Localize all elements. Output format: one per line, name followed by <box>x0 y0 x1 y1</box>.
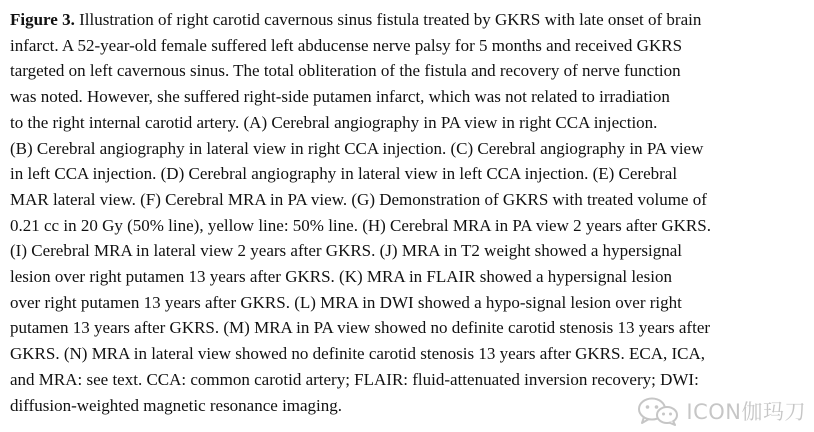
caption-line: MAR lateral view. (F) Cerebral MRA in PA view. (G) Demonstration of GKRS with treated volume of <box>10 189 707 209</box>
caption-line-text: Illustration of right carotid cavernous sinus fistula treated by GKRS with late onset of brain <box>74 10 702 29</box>
caption-line: and MRA: see text. CCA: common carotid artery; FLAIR: fluid-attenuated inversion recovery; DWI: <box>10 369 699 389</box>
caption-line: diffusion-weighted magnetic resonance imaging. <box>10 395 343 415</box>
caption-line: to the right internal carotid artery. (A) Cerebral angiography in PA view in right CCA injection. <box>10 112 658 132</box>
caption-line: was noted. However, she suffered right-side putamen infarct, which was not related to irradiation <box>10 87 670 107</box>
caption-line: over right putamen 13 years after GKRS. (L) MRA in DWI showed a hypo-signal lesion over right <box>10 292 682 312</box>
caption-line: GKRS. (N) MRA in lateral view showed no definite carotid stenosis 13 years after GKRS. ECA, ICA, <box>10 344 705 364</box>
caption-line: 0.21 cc in 20 Gy (50% line), yellow line: 50% line. (H) Cerebral MRA in PA view 2 years after GKRS. <box>10 215 711 235</box>
figure-label: Figure 3. <box>10 10 75 29</box>
watermark <box>636 396 806 426</box>
caption-line: lesion over right putamen 13 years after GKRS. (K) MRA in FLAIR showed a hypersignal lesion <box>10 267 672 287</box>
caption-line: (I) Cerebral MRA in lateral view 2 years after GKRS. (J) MRA in T2 weight showed a hypersignal <box>10 241 682 261</box>
caption-line: infarct. A 52-year-old female suffered left abducense nerve palsy for 5 months and received GKRS <box>10 35 683 55</box>
caption-line: targeted on left cavernous sinus. The total obliteration of the fistula and recovery of nerve function <box>10 61 681 81</box>
wechat-icon <box>636 396 680 426</box>
caption-line: (B) Cerebral angiography in lateral view in right CCA injection. (C) Cerebral angiography in PA view <box>10 138 704 158</box>
watermark-text: ICON伽玛刀 <box>686 400 806 424</box>
figure-caption <box>10 7 810 418</box>
caption-line <box>10 7 810 33</box>
caption-line: putamen 13 years after GKRS. (M) MRA in PA view showed no definite carotid stenosis 13 years after <box>10 318 711 338</box>
caption-line: in left CCA injection. (D) Cerebral angiography in lateral view in left CCA injection. (E) Cerebral <box>10 164 678 184</box>
